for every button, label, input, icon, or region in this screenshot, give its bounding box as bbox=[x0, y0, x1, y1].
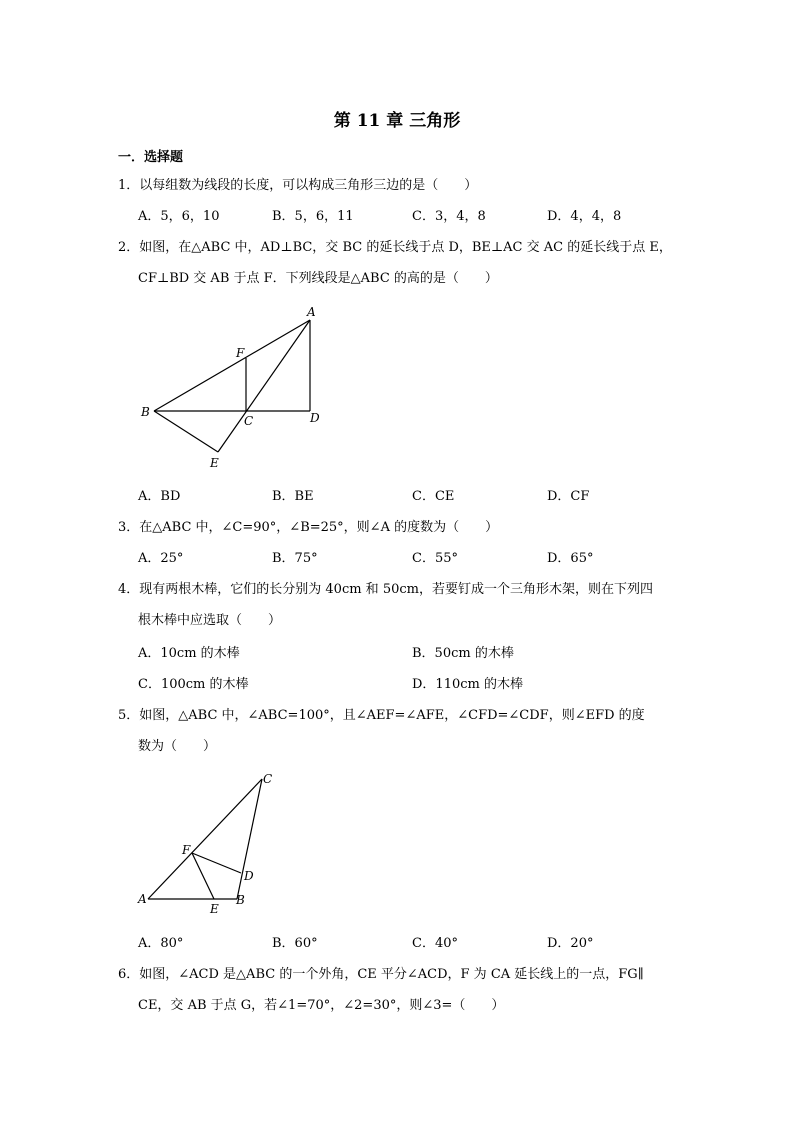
question-5-diagram bbox=[130, 765, 290, 925]
question-6-text-line2: CE，交 AB 于点 G，若∠1=70°，∠2=30°，则∠3=（ ） bbox=[138, 998, 505, 1013]
point-e-label: E bbox=[210, 456, 219, 470]
question-5-text-line1: 5．如图，△ABC 中，∠ABC=100°，且∠AEF=∠AFE，∠CFD=∠CDF，则∠EFD 的度 bbox=[118, 708, 645, 723]
question-5-option-b: B．60° bbox=[272, 936, 318, 951]
point-a-label: A bbox=[138, 892, 147, 906]
question-5-text-line2: 数为（ ） bbox=[138, 739, 217, 754]
question-2-option-d: D．CF bbox=[547, 489, 590, 504]
question-5-option-c: C．40° bbox=[412, 936, 458, 951]
point-e-label: E bbox=[210, 902, 219, 916]
question-3-option-c: C．55° bbox=[412, 551, 458, 566]
page-title: 第 11 章 三角形 bbox=[333, 111, 461, 131]
question-1-option-c: C．3，4，8 bbox=[412, 209, 486, 224]
section-heading: 一．选择题 bbox=[118, 150, 184, 165]
question-6-text-line1: 6．如图，∠ACD 是△ABC 的一个外角，CE 平分∠ACD，F 为 CA 延长线上的一点，FG∥ bbox=[118, 967, 644, 982]
point-d-label: D bbox=[244, 869, 254, 883]
question-1-option-a: A．5，6，10 bbox=[138, 209, 220, 224]
question-2-option-a: A．BD bbox=[138, 489, 181, 504]
question-4-text-line1: 4．现有两根木棒，它们的长分别为 40cm 和 50cm，若要钉成一个三角形木架，则在下列四 bbox=[118, 582, 653, 597]
question-1-option-b: B．5，6，11 bbox=[272, 209, 354, 224]
question-1-option-d: D．4，4，8 bbox=[547, 209, 622, 224]
point-d-label: D bbox=[310, 411, 320, 425]
question-2-diagram bbox=[130, 300, 340, 475]
line-fd bbox=[192, 853, 241, 873]
line-ae bbox=[218, 320, 310, 452]
question-2-option-b: B．BE bbox=[272, 489, 314, 504]
question-4-option-a: A．10cm 的木棒 bbox=[138, 646, 240, 661]
question-4-option-c: C．100cm 的木棒 bbox=[138, 677, 249, 692]
line-fe bbox=[192, 853, 214, 899]
question-5-option-a: A．80° bbox=[138, 936, 184, 951]
question-4-text-line2: 根木棒中应选取（ ） bbox=[138, 613, 282, 628]
question-2-text-line1: 2．如图，在△ABC 中，AD⊥BC，交 BC 的延长线于点 D，BE⊥AC 交 AC 的延长线于点 E， bbox=[118, 240, 672, 255]
question-3-option-a: A．25° bbox=[138, 551, 184, 566]
point-b-label: B bbox=[141, 405, 150, 419]
question-1-text: 1．以每组数为线段的长度，可以构成三角形三边的是（ ） bbox=[118, 178, 478, 193]
point-c-label: C bbox=[244, 414, 254, 428]
question-4-option-d: D．110cm 的木棒 bbox=[412, 677, 523, 692]
point-c-label: C bbox=[263, 772, 273, 786]
question-3-option-d: D．65° bbox=[547, 551, 594, 566]
question-2-option-c: C．CE bbox=[412, 489, 455, 504]
line-be bbox=[154, 411, 218, 452]
question-5-option-d: D．20° bbox=[547, 936, 594, 951]
question-3-option-b: B．75° bbox=[272, 551, 318, 566]
point-f-label: F bbox=[182, 843, 191, 857]
question-4-option-b: B．50cm 的木棒 bbox=[412, 646, 514, 661]
line-ba bbox=[154, 320, 310, 411]
question-2-text-line2: CF⊥BD 交 AB 于点 F．下列线段是△ABC 的高的是（ ） bbox=[138, 271, 498, 286]
point-b-label: B bbox=[236, 893, 245, 907]
point-f-label: F bbox=[236, 346, 245, 360]
point-a-label: A bbox=[307, 305, 316, 319]
question-3-text: 3．在△ABC 中，∠C=90°，∠B=25°，则∠A 的度数为（ ） bbox=[118, 520, 499, 535]
